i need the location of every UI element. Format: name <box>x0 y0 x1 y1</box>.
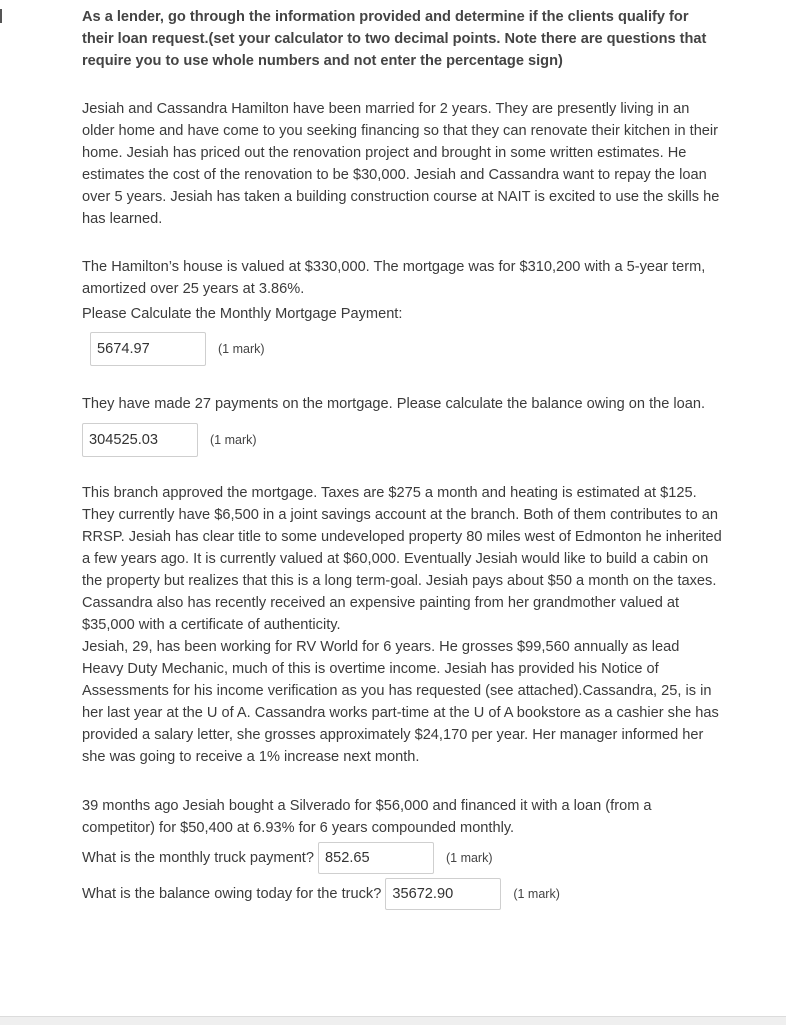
q2-prompt: They have made 27 payments on the mortgage. Please calculate the balance owing on the loan. <box>82 396 706 412</box>
q2-answer-field[interactable]: 304525.03 <box>82 423 198 457</box>
q2-mark: (1 mark) <box>210 433 257 447</box>
q1-answer-field[interactable]: 5674.97 <box>90 332 206 366</box>
q1-prompt: Please Calculate the Monthly Mortgage Payment: <box>82 306 403 322</box>
instructions-text: As a lender, go through the information provided and determine if the clients qualify for their loan request.(set your calculator to two decimal points. Note there are questions that require you to use whole numbers and not enter the percentage sign) <box>82 9 707 69</box>
q4-prompt: What is the balance owing today for the truck? <box>82 886 382 902</box>
q3-mark: (1 mark) <box>445 851 493 865</box>
q4-mark: (1 mark) <box>513 887 560 901</box>
branch-paragraph: This branch approved the mortgage. Taxes are $275 a month and heating is estimated at $125. They currently have $6,500 in a joint savings account at the branch. Both of them contributes to an RRSP. Jesiah has clear title to some undeveloped property 80 miles west of Edmonton he inherited a few years ago. It is currently valued at $60,000. Eventually Jesiah would like to build a cabin on the property but realizes that this is a long term-goal. Jesiah pays about $50 a month on the taxes. Cassandra also has recently received an expensive painting from her grandmother valued at $35,000 with a certificate of authenticity. <box>82 485 722 633</box>
q1-mark: (1 mark) <box>218 342 265 356</box>
q3-prompt: What is the monthly truck payment? <box>82 850 314 866</box>
left-edge-rule <box>0 9 2 23</box>
employment-paragraph: Jesiah, 29, has been working for RV World for 6 years. He grosses $99,560 annually as lead Heavy Duty Mechanic, much of this is overtime income. Jesiah has provided his Notice of Assessments for his income verification as you has requested (see attached).Cassandra, 25, is in her last year at the U of A. Cassandra works part-time at the U of A bookstore as a cashier she has provided a salary letter, she grosses approximately $24,170 per year. Her manager informed her she was going to receive a 1% increase next month. <box>82 639 719 765</box>
mortgage-paragraph: The Hamilton’s house is valued at $330,000. The mortgage was for $310,200 with a 5-year term, amortized over 25 years at 3.86%. <box>82 259 706 297</box>
q4-answer-field[interactable]: 35672.90 <box>385 878 501 910</box>
q3-answer-field[interactable]: 852.65 <box>318 842 434 874</box>
question-content <box>82 6 722 910</box>
truck-paragraph: 39 months ago Jesiah bought a Silverado for $56,000 and financed it with a loan (from a competitor) for $50,400 at 6.93% for 6 years compounded monthly. <box>82 798 652 836</box>
intro-paragraph: Jesiah and Cassandra Hamilton have been married for 2 years. They are presently living in an older home and have come to you seeking financing so that they can renovate their kitchen in their home. Jesiah has priced out the renovation project and brought in some written estimates. He estimates the cost of the renovation to be $30,000. Jesiah and Cassandra want to repay the loan over 5 years. Jesiah has taken a building construction course at NAIT is excited to use the skills he has learned. <box>82 101 720 227</box>
